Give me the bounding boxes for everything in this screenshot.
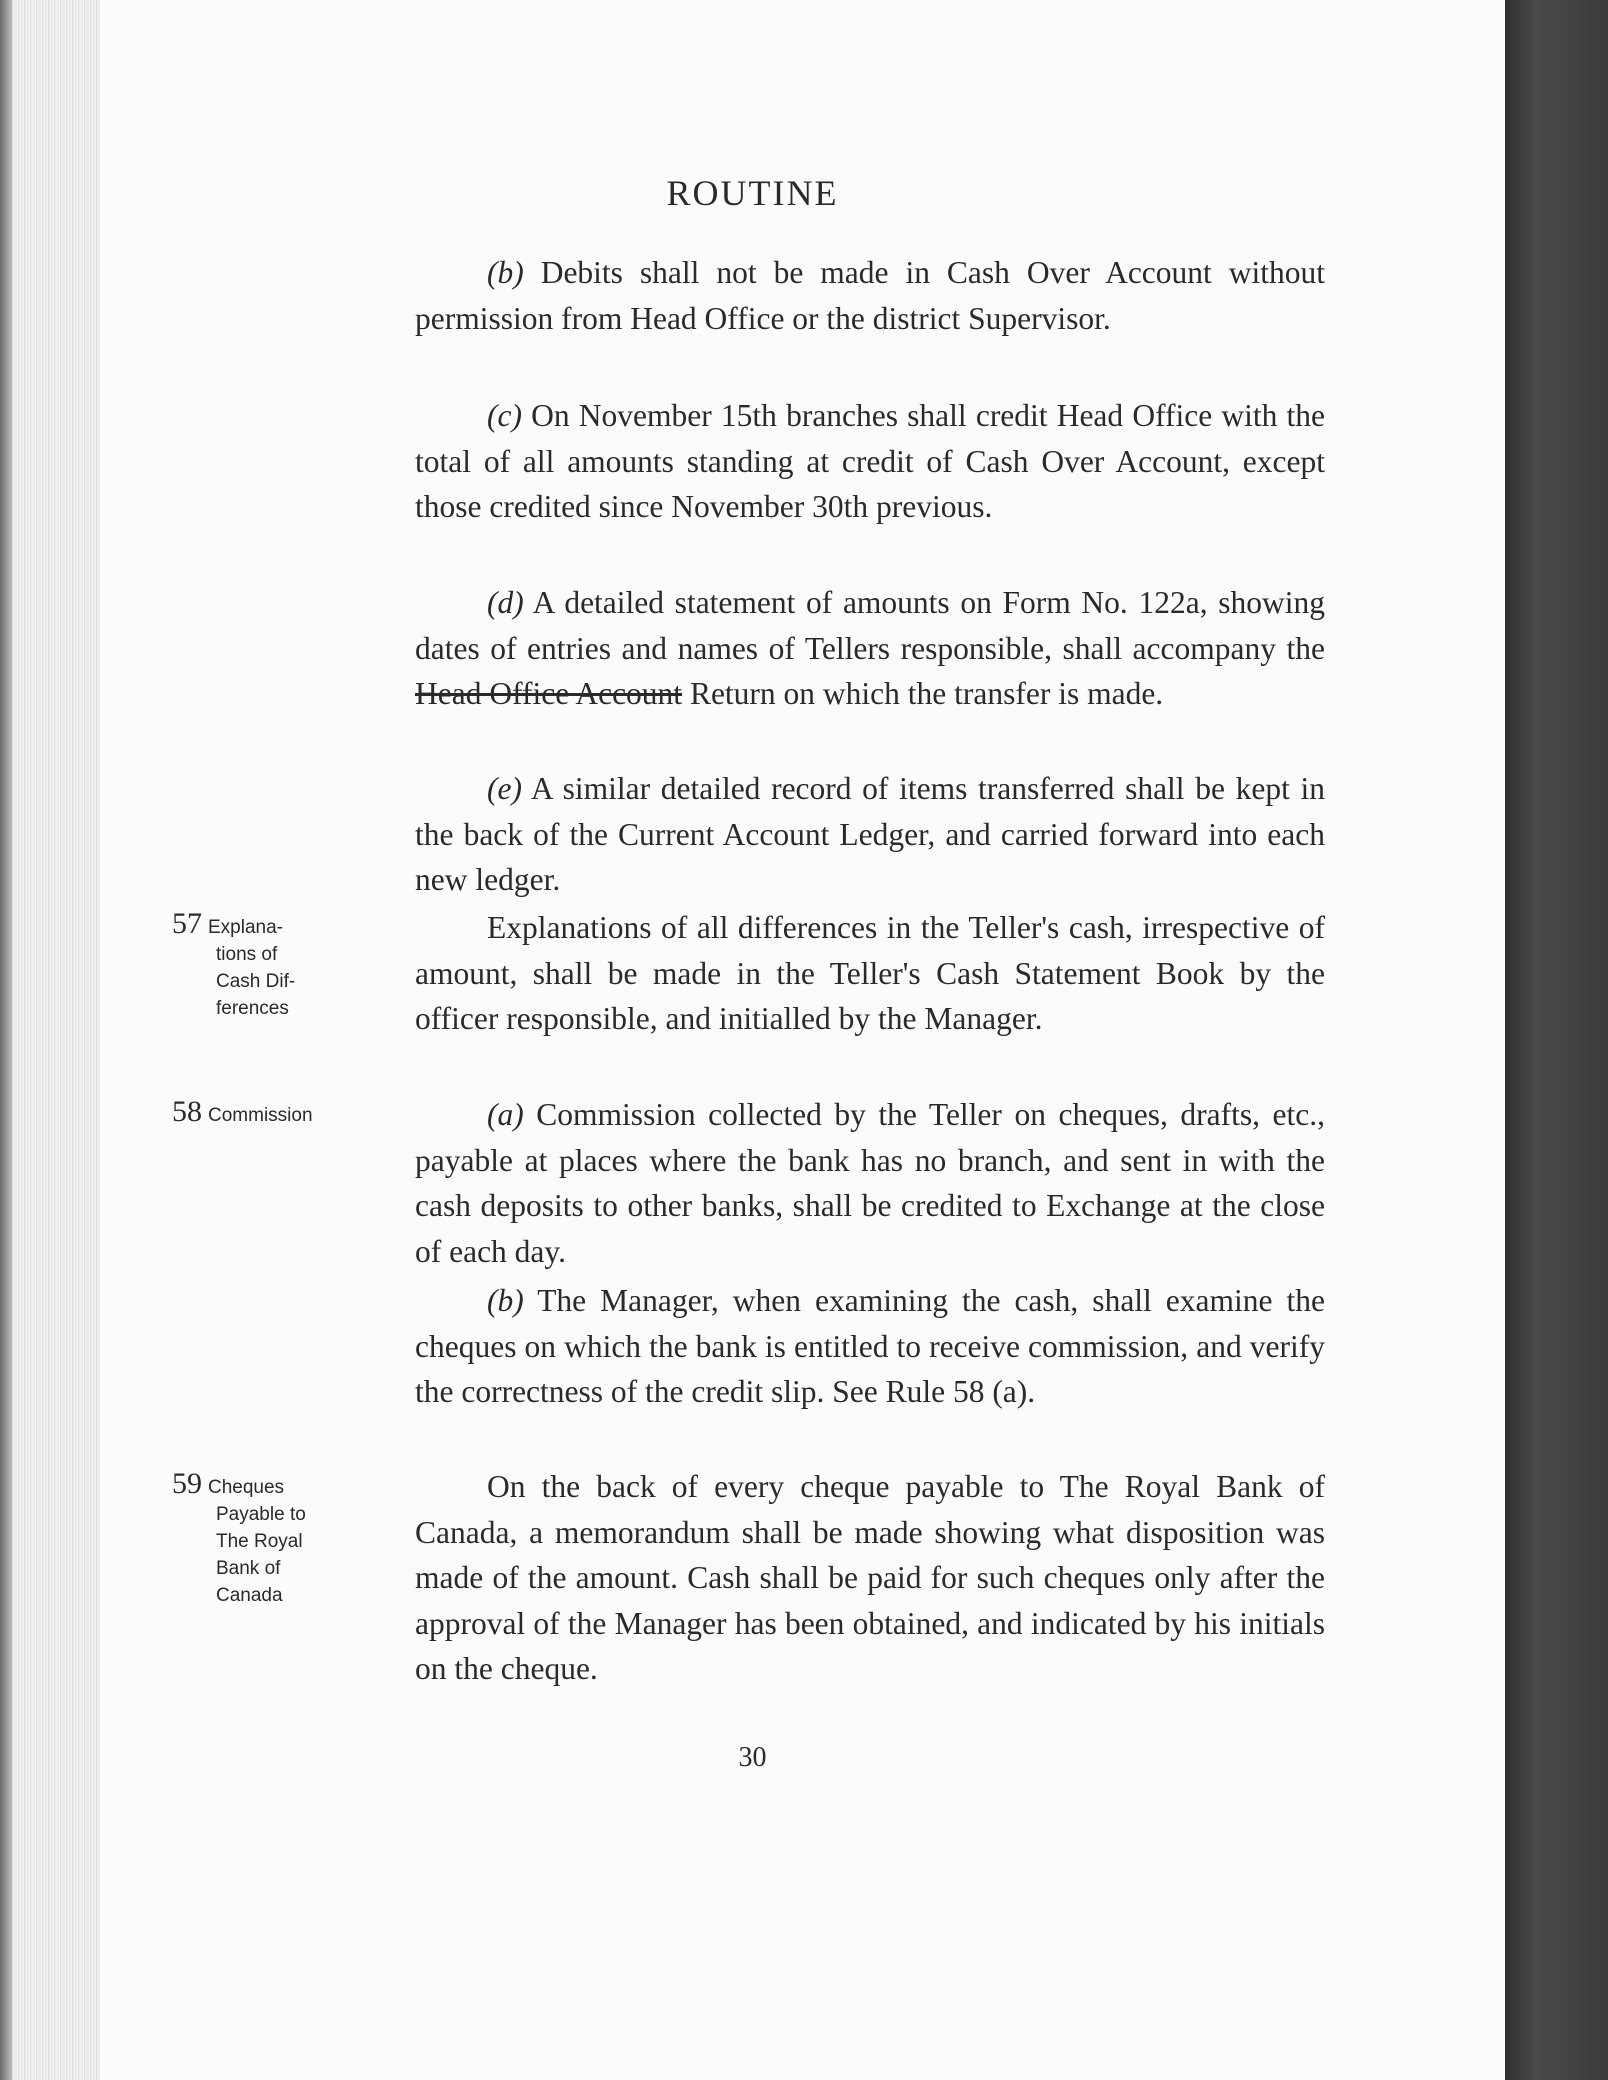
paragraph-text: Debits shall not be made in Cash Over Account without permission from Head Office or the district Supervisor. (415, 255, 1325, 336)
margin-note-line: tions of (216, 944, 278, 965)
margin-note-57 (172, 907, 372, 1022)
page-number: 30 (738, 1742, 767, 1773)
paragraph-label: (a) (487, 1097, 524, 1132)
margin-note-59 (172, 1467, 372, 1609)
rule-number: 57 (172, 907, 202, 940)
margin-note-line: Commission (208, 1105, 313, 1126)
paragraph-text: Explanations of all differences in the Teller's cash, irrespective of amount, shall be made in the Teller's Cash Statement Book by the officer responsible, and initialled by the Manager. (415, 910, 1325, 1036)
paragraph-label: (e) (487, 771, 522, 806)
paragraph-text: The Manager, when examining the cash, shall examine the cheques on which the bank is entitled to receive commission, and verify the correctness of the credit slip. See Rule 58 (a). (415, 1283, 1325, 1409)
margin-note-line: Canada (216, 1585, 283, 1606)
book-cover-edge (1505, 0, 1608, 2080)
margin-note-line: Payable to (216, 1504, 306, 1525)
paragraph-label: (c) (487, 398, 522, 433)
paragraph-text: Commission collected by the Teller on cheques, drafts, etc., payable at places where the bank has no branch, and sent in with the cash deposits to other banks, shall be credited to Exchange at the close of each day. (415, 1097, 1326, 1269)
margin-note-line: The Royal (216, 1531, 303, 1552)
paragraph-58b-manager (415, 1278, 1325, 1415)
margin-note-line: Explana- (208, 917, 283, 938)
paragraph-text: On the back of every cheque payable to The Royal Bank of Canada, a memorandum shall be made showing what disposition was made of the amount. Cash shall be paid for such cheques only after the approval of the Manager has been obtained, and indicated by his initials on the cheque. (415, 1469, 1325, 1686)
paragraph-label: (d) (487, 585, 524, 620)
paragraph-59-cheques (415, 1464, 1325, 1692)
paragraph-text: A detailed statement of amounts on Form No. 122a, showing dates of entries and names of Tellers responsible, shall accompany the (415, 585, 1325, 666)
paragraph-58a-commission (415, 1092, 1325, 1274)
paragraph-e-record (415, 766, 1325, 903)
paragraph-d-statement (415, 580, 1325, 717)
margin-note-line: Cash Dif- (216, 971, 296, 992)
margin-note-58 (172, 1095, 372, 1129)
running-header: ROUTINE (666, 173, 839, 213)
paragraph-text-continued: Return on which the transfer is made. (689, 676, 1164, 711)
margin-note-line: Cheques (208, 1477, 285, 1498)
paragraph-text: A similar detailed record of items transferred shall be kept in the back of the Current Account Ledger, and carried forward into each new ledger. (415, 771, 1326, 897)
rule-number: 59 (172, 1467, 202, 1500)
struck-text: Head Office Account (415, 676, 683, 711)
rule-number: 58 (172, 1095, 202, 1128)
paragraph-label: (b) (487, 255, 524, 290)
paragraph-57-explanations (415, 905, 1325, 1042)
paragraph-label: (b) (487, 1283, 524, 1318)
margin-note-line: Bank of (216, 1558, 281, 1579)
paragraph-c-november (415, 393, 1325, 530)
paragraph-b-debits (415, 250, 1325, 341)
margin-note-line: ferences (216, 998, 289, 1019)
paragraph-text: On November 15th branches shall credit Head Office with the total of all amounts standing at credit of Cash Over Account, except those credited since November 30th previous. (415, 398, 1325, 524)
